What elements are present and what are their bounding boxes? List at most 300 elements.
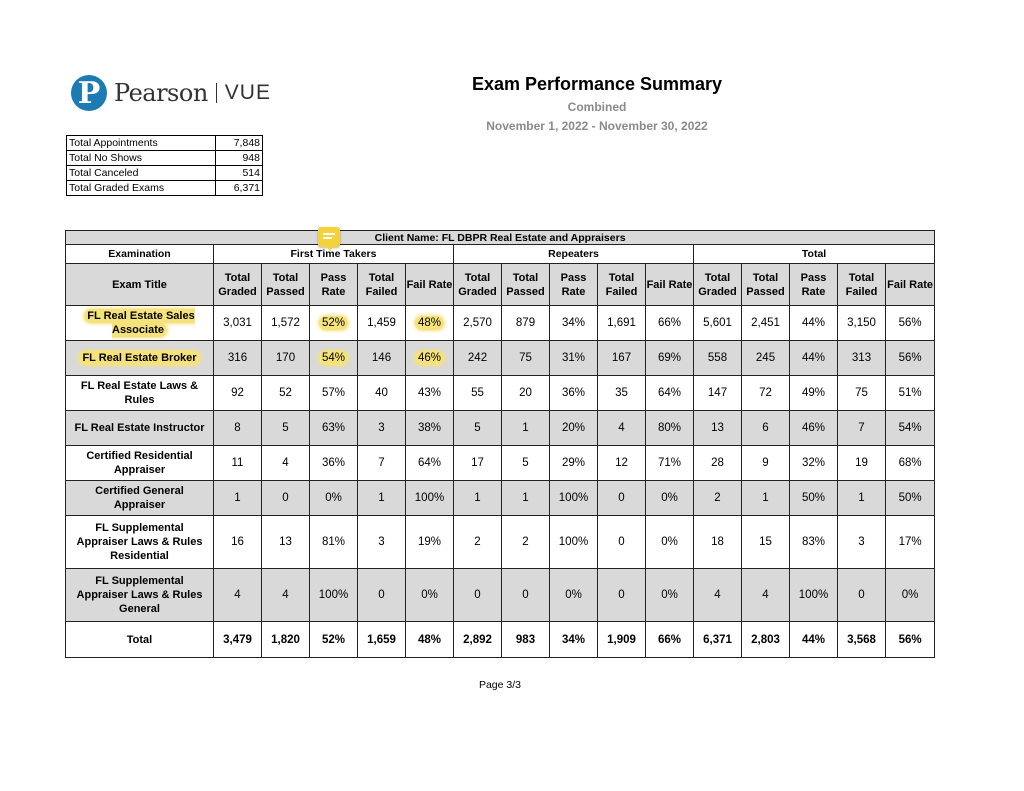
cell-value: 6 bbox=[762, 422, 769, 434]
value-cell bbox=[358, 481, 406, 516]
value-cell bbox=[838, 446, 886, 481]
value-cell bbox=[790, 481, 838, 516]
column-header bbox=[598, 264, 646, 306]
cell-value: 1 bbox=[522, 492, 529, 504]
value-cell bbox=[214, 569, 262, 622]
value-cell bbox=[550, 446, 598, 481]
value-cell bbox=[262, 376, 310, 411]
column-header bbox=[310, 264, 358, 306]
value-cell bbox=[694, 446, 742, 481]
table-row bbox=[66, 481, 935, 516]
value-cell bbox=[646, 411, 694, 446]
cell-value: 7 bbox=[858, 422, 865, 434]
value-cell bbox=[310, 376, 358, 411]
exam-title-cell bbox=[66, 306, 214, 341]
cell-value: 0 bbox=[522, 589, 529, 601]
cell-value: 40 bbox=[375, 387, 388, 399]
exam-title-cell bbox=[66, 341, 214, 376]
value-cell bbox=[742, 411, 790, 446]
value-cell bbox=[310, 569, 358, 622]
value-cell bbox=[454, 376, 502, 411]
value-cell bbox=[406, 569, 454, 622]
value-cell bbox=[694, 516, 742, 569]
cell-value: 56% bbox=[898, 317, 922, 329]
cell-value: 50% bbox=[898, 492, 922, 504]
value-cell bbox=[742, 376, 790, 411]
summary-label: Total Canceled bbox=[67, 166, 216, 181]
cell-value: 20 bbox=[519, 387, 532, 399]
value-cell bbox=[694, 481, 742, 516]
cell-value: 35 bbox=[615, 387, 628, 399]
value-cell bbox=[886, 569, 935, 622]
value-cell bbox=[646, 306, 694, 341]
value-cell bbox=[262, 446, 310, 481]
column-header-text: Failed bbox=[845, 285, 878, 298]
comment-icon[interactable] bbox=[318, 227, 340, 247]
value-cell bbox=[790, 376, 838, 411]
cell-value: 100% bbox=[558, 492, 589, 504]
cell-value: 56% bbox=[898, 352, 922, 364]
total-value: 2,892 bbox=[454, 622, 502, 658]
exam-title: FL Supplemental Appraiser Laws & Rules General bbox=[76, 575, 203, 615]
cell-value: 83% bbox=[801, 536, 826, 548]
value-cell bbox=[790, 306, 838, 341]
cell-value: 558 bbox=[707, 352, 728, 364]
value-cell bbox=[454, 569, 502, 622]
logo-brand: Pearson bbox=[114, 79, 208, 107]
value-cell bbox=[358, 569, 406, 622]
value-cell bbox=[886, 411, 935, 446]
value-cell bbox=[598, 569, 646, 622]
cell-value: 48% bbox=[415, 316, 444, 330]
total-value: 1,659 bbox=[358, 622, 406, 658]
cell-value: 242 bbox=[467, 352, 488, 364]
client-name: Client Name: FL DBPR Real Estate and Appraisers bbox=[66, 231, 935, 245]
cell-value: 0 bbox=[474, 589, 481, 601]
cell-value: 5 bbox=[522, 457, 529, 469]
column-header bbox=[406, 264, 454, 306]
value-cell bbox=[838, 376, 886, 411]
total-value: 52% bbox=[310, 622, 358, 658]
value-cell bbox=[262, 341, 310, 376]
cell-value: 4 bbox=[714, 589, 721, 601]
column-header-text: Pass bbox=[320, 271, 347, 284]
value-cell bbox=[214, 411, 262, 446]
value-cell bbox=[886, 446, 935, 481]
value-cell bbox=[598, 446, 646, 481]
cell-value: 3 bbox=[378, 536, 385, 548]
cell-value: 80% bbox=[657, 422, 682, 434]
cell-value: 31% bbox=[561, 352, 586, 364]
column-header-text: Fail Rate bbox=[887, 278, 933, 291]
cell-value: 75 bbox=[519, 352, 532, 364]
column-header-text: Total bbox=[272, 271, 299, 284]
cell-value: 313 bbox=[851, 352, 872, 364]
cell-value: 64% bbox=[417, 457, 442, 469]
exam-performance-table bbox=[65, 230, 935, 658]
cell-value: 64% bbox=[657, 387, 682, 399]
cell-value: 170 bbox=[275, 352, 296, 364]
value-cell bbox=[214, 341, 262, 376]
total-value: 56% bbox=[886, 622, 935, 658]
value-cell bbox=[646, 376, 694, 411]
column-header bbox=[646, 264, 694, 306]
value-cell bbox=[358, 306, 406, 341]
exam-title: FL Supplemental Appraiser Laws & Rules Residential bbox=[76, 522, 203, 562]
value-cell bbox=[886, 481, 935, 516]
cell-value: 55 bbox=[471, 387, 484, 399]
table-row bbox=[66, 306, 935, 341]
cell-value: 16 bbox=[231, 536, 244, 548]
table-row bbox=[66, 411, 935, 446]
cell-value: 0 bbox=[618, 589, 625, 601]
group-total: Total bbox=[694, 245, 935, 264]
client-name-row bbox=[66, 231, 935, 245]
value-cell bbox=[502, 569, 550, 622]
cell-value: 50% bbox=[801, 492, 826, 504]
column-header-text: Failed bbox=[365, 285, 398, 298]
cell-value: 44% bbox=[801, 317, 826, 329]
value-cell bbox=[262, 516, 310, 569]
group-first-time-takers: First Time Takers bbox=[214, 245, 454, 264]
column-header bbox=[358, 264, 406, 306]
cell-value: 167 bbox=[611, 352, 632, 364]
table-row bbox=[66, 376, 935, 411]
value-cell bbox=[598, 516, 646, 569]
cell-value: 13 bbox=[279, 536, 292, 548]
summary-value: 7,848 bbox=[216, 136, 263, 151]
group-header-row bbox=[66, 245, 935, 264]
summary-label: Total No Shows bbox=[67, 151, 216, 166]
cell-value: 34% bbox=[561, 317, 586, 329]
summary-row bbox=[67, 166, 263, 181]
value-cell bbox=[742, 481, 790, 516]
value-cell bbox=[838, 306, 886, 341]
value-cell bbox=[310, 481, 358, 516]
column-header-text: Graded bbox=[458, 285, 497, 298]
value-cell bbox=[454, 516, 502, 569]
value-cell bbox=[310, 341, 358, 376]
column-header-text: Rate bbox=[801, 285, 826, 298]
report-period: November 1, 2022 - November 30, 2022 bbox=[486, 119, 708, 133]
cell-value: 4 bbox=[618, 422, 625, 434]
value-cell bbox=[790, 446, 838, 481]
value-cell bbox=[358, 411, 406, 446]
column-header-text: Graded bbox=[218, 285, 257, 298]
value-cell bbox=[742, 569, 790, 622]
column-header-text: Passed bbox=[506, 285, 545, 298]
cell-value: 100% bbox=[558, 536, 589, 548]
value-cell bbox=[838, 341, 886, 376]
exam-title-cell bbox=[66, 569, 214, 622]
value-cell bbox=[310, 306, 358, 341]
cell-value: 3,031 bbox=[223, 317, 252, 329]
value-cell bbox=[214, 446, 262, 481]
value-cell bbox=[502, 341, 550, 376]
column-header-text: Fail Rate bbox=[646, 278, 693, 291]
column-header bbox=[886, 264, 935, 306]
cell-value: 81% bbox=[321, 536, 346, 548]
cell-value: 54% bbox=[898, 422, 922, 434]
cell-value: 1 bbox=[474, 492, 481, 504]
exam-title: FL Real Estate Broker bbox=[79, 351, 199, 365]
cell-value: 75 bbox=[855, 387, 868, 399]
column-header bbox=[550, 264, 598, 306]
total-value: 983 bbox=[502, 622, 550, 658]
value-cell bbox=[502, 376, 550, 411]
cell-value: 44% bbox=[801, 352, 826, 364]
value-cell bbox=[598, 411, 646, 446]
cell-value: 147 bbox=[707, 387, 728, 399]
value-cell bbox=[502, 516, 550, 569]
value-cell bbox=[406, 306, 454, 341]
cell-value: 0% bbox=[661, 589, 678, 601]
value-cell bbox=[406, 341, 454, 376]
column-header-text: Total bbox=[512, 271, 539, 284]
summary-value: 514 bbox=[216, 166, 263, 181]
page-number: Page 3/3 bbox=[478, 679, 522, 691]
cell-value: 69% bbox=[657, 352, 682, 364]
column-header-text: Rate bbox=[321, 285, 346, 298]
column-header-text: Passed bbox=[746, 285, 785, 298]
value-cell bbox=[790, 411, 838, 446]
summary-row bbox=[67, 181, 263, 196]
cell-value: 15 bbox=[759, 536, 772, 548]
cell-value: 51% bbox=[898, 387, 922, 399]
summary-row bbox=[67, 151, 263, 166]
value-cell bbox=[262, 569, 310, 622]
column-header-text: Total bbox=[608, 271, 635, 284]
pearson-vue-logo bbox=[71, 75, 271, 111]
cell-value: 19% bbox=[417, 536, 442, 548]
cell-value: 2 bbox=[474, 536, 481, 548]
value-cell bbox=[454, 481, 502, 516]
cell-value: 7 bbox=[378, 457, 385, 469]
cell-value: 28 bbox=[711, 457, 724, 469]
column-header-row bbox=[66, 264, 935, 306]
exam-title-cell bbox=[66, 446, 214, 481]
value-cell bbox=[646, 516, 694, 569]
total-row bbox=[66, 622, 935, 658]
value-cell bbox=[214, 306, 262, 341]
cell-value: 3 bbox=[378, 422, 385, 434]
summary-value: 6,371 bbox=[216, 181, 263, 196]
cell-value: 13 bbox=[711, 422, 724, 434]
column-header-text: Pass bbox=[560, 271, 587, 284]
cell-value: 0% bbox=[565, 589, 582, 601]
cell-value: 46% bbox=[801, 422, 826, 434]
total-value: 1,909 bbox=[598, 622, 646, 658]
value-cell bbox=[406, 411, 454, 446]
cell-value: 12 bbox=[615, 457, 628, 469]
cell-value: 29% bbox=[561, 457, 586, 469]
total-label: Total bbox=[66, 622, 214, 658]
cell-value: 879 bbox=[515, 317, 536, 329]
value-cell bbox=[598, 341, 646, 376]
value-cell bbox=[550, 376, 598, 411]
summary-value: 948 bbox=[216, 151, 263, 166]
value-cell bbox=[406, 446, 454, 481]
examination-header: Examination bbox=[66, 245, 214, 264]
value-cell bbox=[646, 446, 694, 481]
value-cell bbox=[646, 569, 694, 622]
cell-value: 1 bbox=[522, 422, 529, 434]
total-value: 34% bbox=[550, 622, 598, 658]
cell-value: 245 bbox=[755, 352, 776, 364]
cell-value: 52% bbox=[319, 316, 348, 330]
cell-value: 1 bbox=[762, 492, 769, 504]
column-header bbox=[502, 264, 550, 306]
value-cell bbox=[406, 481, 454, 516]
column-header-text: Rate bbox=[561, 285, 586, 298]
value-cell bbox=[310, 446, 358, 481]
exam-title-cell bbox=[66, 481, 214, 516]
value-cell bbox=[790, 516, 838, 569]
total-value: 3,479 bbox=[214, 622, 262, 658]
cell-value: 72 bbox=[759, 387, 772, 399]
column-header-text: Passed bbox=[266, 285, 305, 298]
value-cell bbox=[790, 569, 838, 622]
value-cell bbox=[454, 446, 502, 481]
cell-value: 1 bbox=[378, 492, 385, 504]
cell-value: 1 bbox=[234, 492, 241, 504]
value-cell bbox=[886, 516, 935, 569]
cell-value: 54% bbox=[319, 351, 348, 365]
cell-value: 1,691 bbox=[607, 317, 636, 329]
value-cell bbox=[550, 569, 598, 622]
value-cell bbox=[214, 481, 262, 516]
column-header-text: Total bbox=[704, 271, 731, 284]
value-cell bbox=[694, 341, 742, 376]
total-value: 2,803 bbox=[742, 622, 790, 658]
cell-value: 0 bbox=[618, 492, 625, 504]
cell-value: 17% bbox=[898, 536, 922, 548]
value-cell bbox=[358, 341, 406, 376]
cell-value: 4 bbox=[282, 457, 289, 469]
value-cell bbox=[838, 516, 886, 569]
value-cell bbox=[454, 306, 502, 341]
total-value: 66% bbox=[646, 622, 694, 658]
cell-value: 9 bbox=[762, 457, 769, 469]
cell-value: 1,572 bbox=[271, 317, 300, 329]
cell-value: 32% bbox=[801, 457, 826, 469]
exam-title-header: Exam Title bbox=[66, 264, 214, 306]
value-cell bbox=[598, 376, 646, 411]
column-header-text: Fail Rate bbox=[406, 278, 453, 291]
exam-title-cell bbox=[66, 411, 214, 446]
cell-value: 3 bbox=[858, 536, 865, 548]
value-cell bbox=[694, 376, 742, 411]
exam-title: Certified General Appraiser bbox=[95, 485, 184, 511]
cell-value: 100% bbox=[414, 492, 445, 504]
value-cell bbox=[886, 306, 935, 341]
value-cell bbox=[598, 481, 646, 516]
cell-value: 316 bbox=[227, 352, 248, 364]
column-header-text: Total bbox=[224, 271, 251, 284]
column-header bbox=[454, 264, 502, 306]
cell-value: 0% bbox=[325, 492, 342, 504]
table-row bbox=[66, 516, 935, 569]
value-cell bbox=[742, 446, 790, 481]
cell-value: 18 bbox=[711, 536, 724, 548]
value-cell bbox=[214, 376, 262, 411]
exam-title-cell bbox=[66, 376, 214, 411]
column-header bbox=[262, 264, 310, 306]
cell-value: 20% bbox=[561, 422, 586, 434]
value-cell bbox=[454, 341, 502, 376]
column-header-text: Failed bbox=[605, 285, 638, 298]
column-header bbox=[790, 264, 838, 306]
table-row bbox=[66, 569, 935, 622]
pearson-logo-icon: P bbox=[71, 75, 107, 111]
cell-value: 100% bbox=[318, 589, 349, 601]
cell-value: 71% bbox=[657, 457, 682, 469]
cell-value: 49% bbox=[801, 387, 826, 399]
column-header-text: Total bbox=[368, 271, 395, 284]
cell-value: 0% bbox=[901, 589, 919, 601]
value-cell bbox=[550, 516, 598, 569]
cell-value: 17 bbox=[471, 457, 484, 469]
value-cell bbox=[790, 341, 838, 376]
column-header-text: Pass bbox=[800, 271, 827, 284]
value-cell bbox=[502, 481, 550, 516]
appointment-summary-table bbox=[66, 135, 263, 196]
cell-value: 100% bbox=[798, 589, 829, 601]
cell-value: 5 bbox=[282, 422, 289, 434]
value-cell bbox=[502, 446, 550, 481]
column-header-text: Total bbox=[752, 271, 779, 284]
logo-divider bbox=[216, 83, 217, 103]
value-cell bbox=[598, 306, 646, 341]
total-value: 44% bbox=[790, 622, 838, 658]
cell-value: 3,150 bbox=[847, 317, 876, 329]
value-cell bbox=[406, 376, 454, 411]
value-cell bbox=[742, 516, 790, 569]
group-repeaters: Repeaters bbox=[454, 245, 694, 264]
value-cell bbox=[838, 481, 886, 516]
column-header bbox=[694, 264, 742, 306]
report-subtitle: Combined bbox=[567, 100, 627, 114]
cell-value: 4 bbox=[234, 589, 241, 601]
column-header-text: Total bbox=[848, 271, 875, 284]
cell-value: 57% bbox=[321, 387, 346, 399]
cell-value: 0% bbox=[661, 492, 678, 504]
value-cell bbox=[838, 411, 886, 446]
value-cell bbox=[310, 516, 358, 569]
value-cell bbox=[886, 376, 935, 411]
cell-value: 2 bbox=[522, 536, 529, 548]
cell-value: 92 bbox=[231, 387, 244, 399]
cell-value: 36% bbox=[321, 457, 346, 469]
cell-value: 38% bbox=[417, 422, 442, 434]
cell-value: 66% bbox=[657, 317, 682, 329]
value-cell bbox=[550, 481, 598, 516]
value-cell bbox=[262, 306, 310, 341]
cell-value: 8 bbox=[234, 422, 241, 434]
total-value: 1,820 bbox=[262, 622, 310, 658]
cell-value: 2 bbox=[714, 492, 721, 504]
value-cell bbox=[838, 569, 886, 622]
value-cell bbox=[262, 481, 310, 516]
cell-value: 5 bbox=[474, 422, 481, 434]
total-value: 48% bbox=[406, 622, 454, 658]
cell-value: 19 bbox=[855, 457, 868, 469]
report-title: Exam Performance Summary bbox=[471, 74, 723, 94]
exam-title: FL Real Estate Instructor bbox=[74, 422, 205, 434]
table-row bbox=[66, 341, 935, 376]
exam-title: Certified Residential Appraiser bbox=[86, 450, 193, 476]
value-cell bbox=[358, 376, 406, 411]
